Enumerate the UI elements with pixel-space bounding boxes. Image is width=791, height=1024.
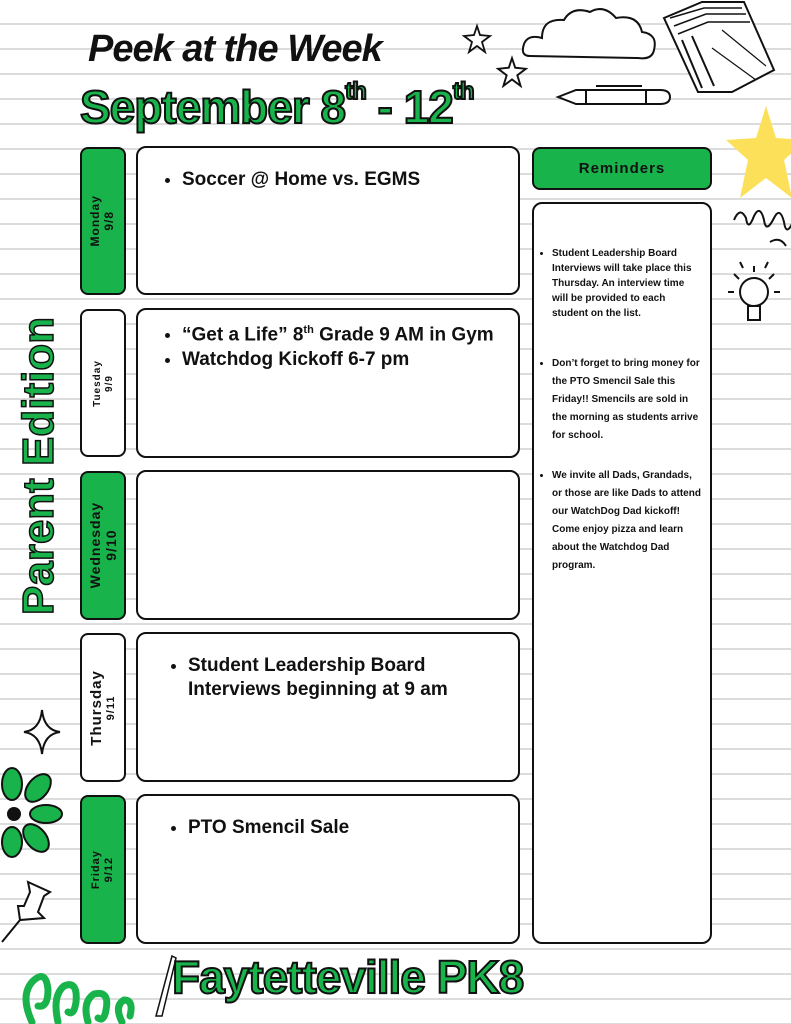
- swirl-icon: [18, 956, 134, 1024]
- lightbulb-icon: [724, 258, 784, 336]
- date-end-suffix: th: [452, 78, 474, 105]
- day-tab-wednesday: [80, 471, 126, 620]
- star-icon: [496, 56, 528, 88]
- day-label: [92, 360, 115, 407]
- side-title: Parent Edition: [14, 316, 63, 616]
- event-text: Grade 9 AM in Gym: [313, 324, 494, 346]
- day-box-wednesday: [136, 470, 520, 620]
- day-box-friday: [136, 794, 520, 944]
- date-start: September 8: [80, 81, 346, 133]
- reminders-title: Reminders: [532, 147, 712, 190]
- day-box-monday: [136, 146, 520, 295]
- flower-icon: [0, 766, 62, 858]
- day-name: Monday: [88, 195, 103, 247]
- book-icon: [662, 0, 777, 95]
- day-label: [90, 850, 115, 889]
- day-tab-monday: [80, 147, 126, 295]
- star-icon: [462, 24, 492, 54]
- day-label: [88, 670, 118, 746]
- event-item: • Student Leadership Board Interviews beginning at 9 am: [188, 654, 458, 702]
- day-date: 9/12: [102, 856, 115, 883]
- day-tab-tuesday: [80, 309, 126, 457]
- date-range: [80, 78, 473, 134]
- day-name: Friday: [90, 849, 103, 890]
- date-start-suffix: th: [345, 78, 366, 105]
- reminder-item: • We invite all Dads, Grandads, or those are like Dads to attend our WatchDog Dad kickoff! Come enjoy pizza and learn about the Watchdog Dad program.: [552, 467, 702, 575]
- day-label: [87, 502, 119, 589]
- day-box-tuesday: [136, 308, 520, 458]
- date-separator: - 12: [365, 81, 453, 133]
- day-date: 9/8: [102, 211, 116, 231]
- day-date: 9/11: [105, 695, 118, 720]
- page-title: Peek at the Week: [88, 28, 382, 70]
- day-name: Tuesday: [91, 359, 103, 407]
- reminders-box: [532, 202, 712, 944]
- event-text: “Get a Life” 8: [182, 324, 304, 346]
- pushpin-icon: [0, 876, 56, 946]
- event-item: • Soccer @ Home vs. EGMS: [182, 168, 500, 192]
- reminder-item: • Student Leadership Board Interviews will take place this Thursday. An interview time will be provided to each student on the list.: [552, 246, 702, 321]
- day-tab-friday: [80, 795, 126, 944]
- side-title-container: [14, 290, 64, 642]
- star-icon: [726, 104, 791, 200]
- day-date: 9/10: [103, 529, 120, 562]
- spiral-icon: [730, 202, 791, 254]
- reminder-item: • Don’t forget to bring money for the PTO Smencil Sale this Friday!! Smencils are sold in the morning as students arrive for school.: [552, 355, 702, 445]
- day-label: [89, 195, 117, 246]
- day-box-thursday: [136, 632, 520, 782]
- school-name: Faytetteville PK8: [172, 951, 524, 1003]
- day-name: Thursday: [88, 669, 106, 746]
- cloud-icon: [520, 4, 660, 70]
- day-name: Wednesday: [86, 502, 103, 589]
- event-item: • PTO Smencil Sale: [188, 816, 500, 840]
- day-date: 9/9: [103, 374, 114, 392]
- event-sup: th: [303, 324, 314, 336]
- event-item: [182, 318, 500, 347]
- sparkle-icon: [22, 708, 62, 756]
- event-item: • Watchdog Kickoff 6-7 pm: [182, 348, 500, 372]
- day-tab-thursday: [80, 633, 126, 782]
- pen-icon: [556, 84, 672, 110]
